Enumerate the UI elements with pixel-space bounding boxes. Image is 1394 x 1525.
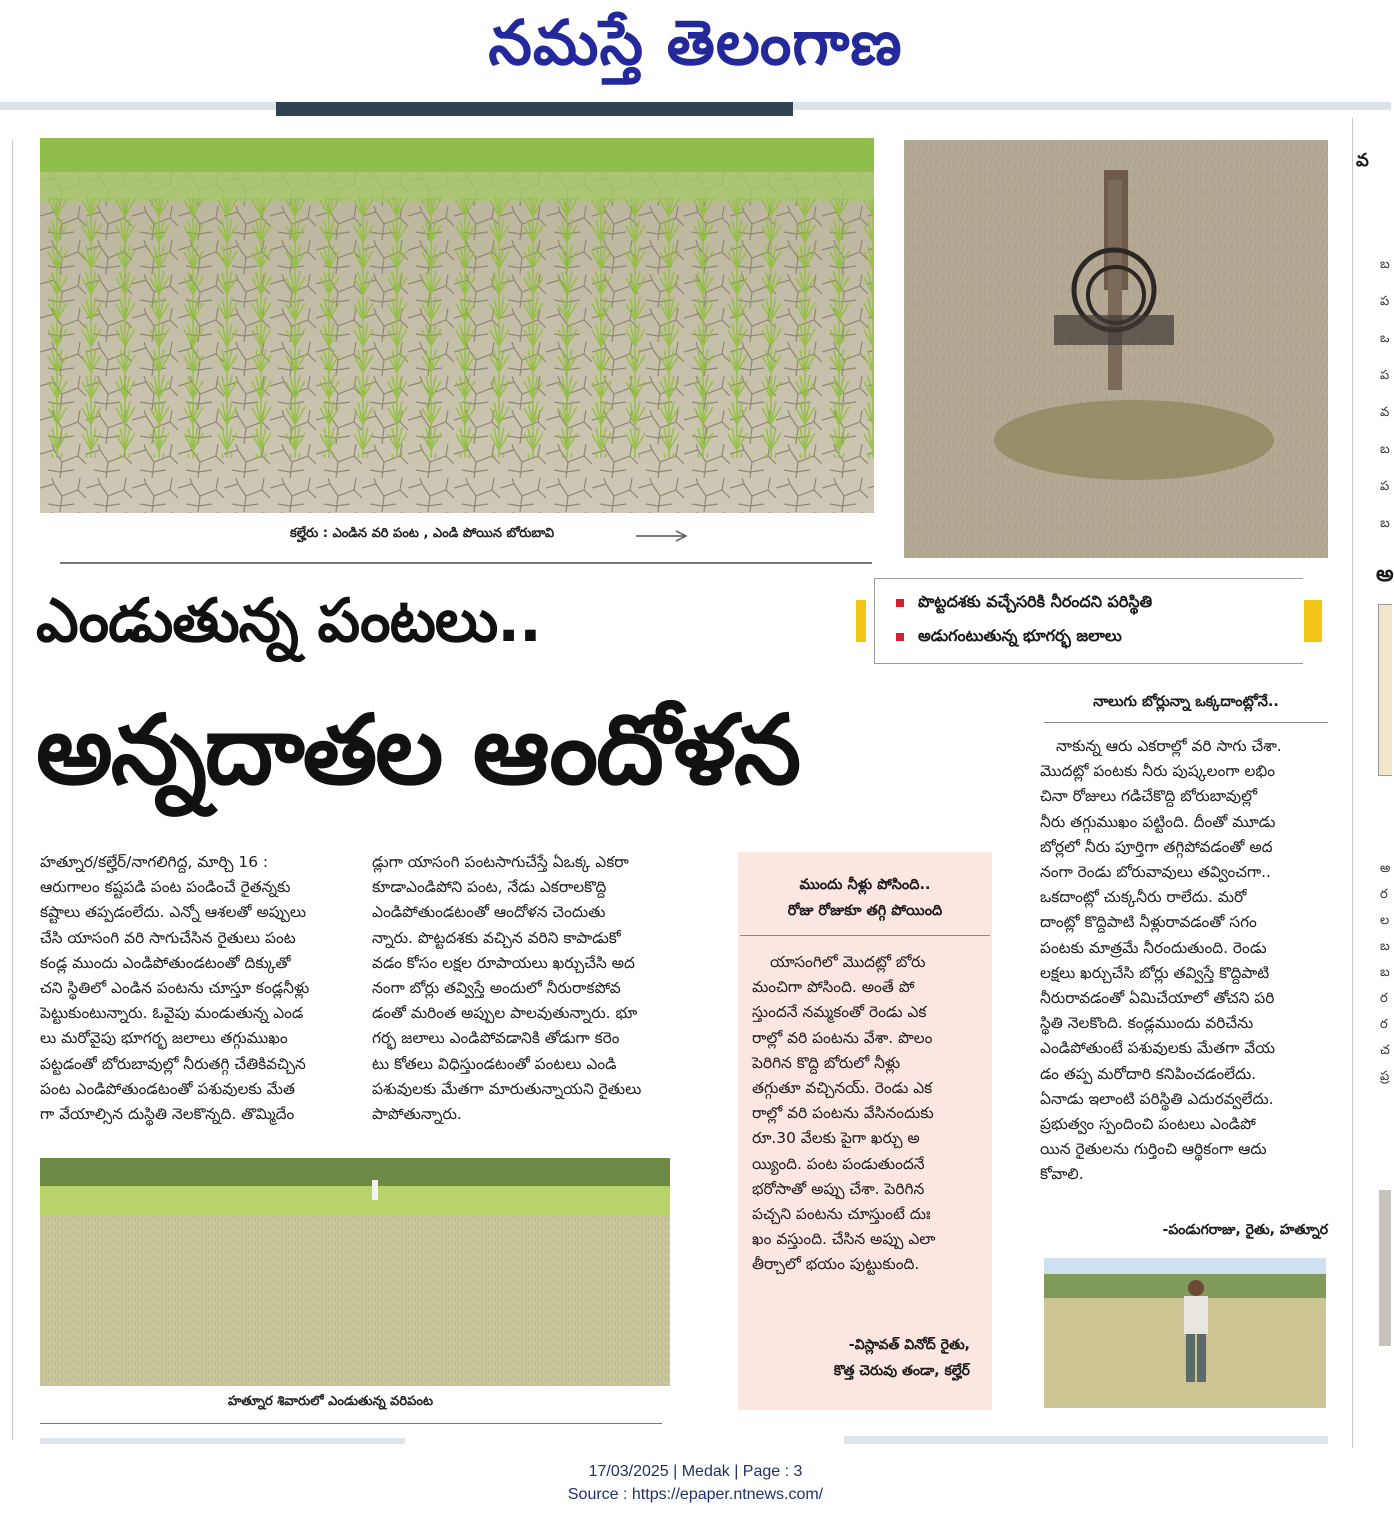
quote-line: స్తుందనే నమ్మకంతో రెండు ఎక xyxy=(752,1003,927,1022)
right-story-line: స్థితి నెలకొంది. కండ్లముందు వరిచేను xyxy=(1040,1014,1254,1033)
edge-glyph: ప xyxy=(1380,479,1390,494)
column-rule-right xyxy=(1352,118,1353,1448)
story-line: చేసి యాసంగి వరి సాగుచేసిన రైతులు పంట xyxy=(40,928,296,947)
story-line: ఆరుగాలం కష్టపడి పంట పండించే రైతన్నకు xyxy=(40,878,291,897)
right-story-line: నీరురావడంతో ఏమిచేయాలో తోచని పరి xyxy=(1040,989,1275,1008)
edge-glyph: ల xyxy=(1380,913,1390,928)
edge-photo xyxy=(1379,1190,1391,1346)
masthead-title: నమస్తే తెలంగాణ xyxy=(488,6,903,79)
quote-box-heading xyxy=(738,872,992,924)
edge-glyph: ర xyxy=(1380,991,1388,1006)
story-line: కూడాఎండిపోని పంట, నేడు ఎకరాలకొద్ది xyxy=(372,878,607,897)
right-story-line: బోర్లలో నీరు పూర్తిగా తగ్గిపోవడంతో అద xyxy=(1040,837,1273,856)
quote-byline-line: కొత్త చెరువు తండా, కల్హేర్ xyxy=(833,1363,970,1379)
story-column-1 xyxy=(40,850,352,1127)
quote-byline xyxy=(752,1332,970,1384)
right-story-line: నాకున్న ఆరు ఎకరాల్లో వరి సాగు చేశా. xyxy=(1056,737,1282,755)
masthead-rule-dark xyxy=(276,102,793,116)
quote-head-line: రోజు రోజుకూ తగ్గి పోయింది xyxy=(787,903,943,919)
photo-caption: హత్నూర శివారులో ఎండుతున్న వరిపంట xyxy=(228,1394,434,1409)
edge-glyph: ప్ర xyxy=(1380,1069,1390,1084)
story-line: వడం కోసం లక్షల రూపాయలు ఖర్చుచేసి అద xyxy=(372,953,635,972)
bottom-strip-left xyxy=(40,1438,405,1444)
story-line: న్నారు. పొట్టదశకు వచ్చిన వరిని కాపాడుకో xyxy=(372,928,621,947)
column-rule-left xyxy=(12,140,13,1440)
highlight-text: పొట్టదశకు వచ్చేసరికి నీరందని పరిస్థితి xyxy=(918,591,1153,611)
story-line: నంగా బోర్లు తవ్విస్తే అందులో నీరురాకపోవ xyxy=(372,979,621,998)
quote-line: తగ్గుతూ వచ్చినయ్. రెండు ఎక xyxy=(752,1079,933,1098)
quote-line: తీర్చాలో భయం పుట్టుకుంది. xyxy=(752,1255,920,1274)
quote-line: య్యింది. పంట పండుతుందనే xyxy=(752,1154,925,1173)
edge-glyph: బ xyxy=(1380,939,1390,954)
story-line: లు మరోవైపు భూగర్భ జలాలు తగ్గుముఖం xyxy=(40,1029,288,1048)
story-line: హత్నూర/కల్హేర్/నాగలిగిద్ద, మార్చి 16 : xyxy=(40,853,269,871)
edge-glyph: చ xyxy=(1380,1043,1390,1058)
story-line: డంతో మరింత అప్పుల పాలవుతున్నారు. భూ xyxy=(372,1004,638,1023)
right-story-line: యిన రైతులను గుర్తించి ఆర్థికంగా ఆదు xyxy=(1040,1140,1267,1159)
edge-glyph: ఒ xyxy=(1380,331,1390,346)
quote-line: రాల్లో వరి పంటను వేసినందుకు xyxy=(752,1104,934,1123)
right-story-heading: నాలుగు బోర్లున్నా ఒక్కదాంట్లోనే.. xyxy=(1093,694,1279,710)
edge-heading-letter: అ xyxy=(1376,562,1394,587)
edge-glyph: అ xyxy=(1380,861,1391,876)
right-story-line: ఎండిపోతుంటే పశువులకు మేతగా వేయ xyxy=(1040,1039,1275,1058)
highlight-text: అడుగంటుతున్న భూగర్భ జలాలు xyxy=(918,625,1122,645)
right-story-line: నంగా రెండు బోరువావులు తవ్వించగా.. xyxy=(1040,863,1271,882)
story-line: డ్లుగా యాసంగి పంటసాగుచేస్తే ఏఒక్క ఎకరా xyxy=(372,853,629,871)
right-story-line: మొదట్లో పంటకు నీరు పుష్కలంగా లభిం xyxy=(1040,762,1276,781)
edge-glyph: ర xyxy=(1380,1017,1388,1032)
edge-glyph: బ xyxy=(1380,965,1390,980)
quote-head-line: ముందు నీళ్లు పోసింది.. xyxy=(799,877,931,893)
right-story-text xyxy=(1040,734,1330,1188)
quote-box-text xyxy=(752,950,974,1278)
right-story-line: ఒకదాంట్లో చుక్కనీరు రాలేదు. మరో xyxy=(1040,888,1247,907)
right-story-rule xyxy=(1044,722,1328,723)
story-column-2 xyxy=(372,850,684,1127)
story-line: కష్టాలు తప్పడంలేదు. ఎన్నో ఆశలతో అప్పులు xyxy=(40,903,307,922)
photo-caption: కల్హేరు : ఎండిన వరి పంట , ఎండి పోయిన బోరుబావి xyxy=(290,526,555,541)
story-line: గా వేయాల్సిన దుస్థితి నెలకొన్నది. తొమ్మిదేం xyxy=(40,1105,295,1124)
photo-drying-field xyxy=(40,1158,670,1386)
footer-source-link[interactable]: Source : https://epaper.ntnews.com/ xyxy=(567,1486,824,1503)
edge-glyph: ప xyxy=(1380,368,1390,383)
quote-line: ఖం వస్తుంది. చేసిన అప్పు ఎలా xyxy=(752,1230,936,1249)
story-line: పశువులకు మేతగా మారుతున్నాయని రైతులు xyxy=(372,1079,642,1098)
right-story-line: డం తప్ప మరోదారి కనిపించడంలేదు. xyxy=(1040,1064,1257,1083)
photo-farmer xyxy=(1044,1258,1326,1408)
right-story-line: పంటకు మాత్రమే నీరందుతుంది. రెండు xyxy=(1040,938,1267,957)
story-line: టు కోతలు విధిస్తుండటంతో పంటలు ఎండి xyxy=(372,1054,617,1073)
right-story-line: లక్షలు ఖర్చుచేసి బోర్లు తవ్విస్తే కొద్దిపాటి xyxy=(1040,963,1270,982)
story-line: చని స్థితిలో ఎండిన పంటను చూస్తూ కండ్లనీళ్లు xyxy=(40,979,310,998)
story-line: ఎండిపోతుండటంతో ఆందోళన చెందుతు xyxy=(372,903,606,922)
right-story-line: దాంట్లో కొద్దిపాటి నీళ్లురావడంతో సగం xyxy=(1040,913,1257,932)
quote-line: రాల్లో వరి పంటను వేశా. పొలం xyxy=(752,1028,933,1047)
bottom-rule xyxy=(40,1423,662,1424)
story-line: పెట్టుకుంటున్నారు. ఓవైపు మండుతున్న ఎండ xyxy=(40,1004,304,1023)
bullet-square-icon xyxy=(896,633,904,641)
edge-photo-frame xyxy=(1378,604,1392,776)
edge-glyph: ప xyxy=(1380,294,1390,309)
edge-glyph: బ xyxy=(1380,516,1390,531)
highlight-accent-right xyxy=(1304,600,1322,642)
right-story-byline: -పండుగరాజు, రైతు, హత్నూర xyxy=(1162,1222,1328,1238)
highlights-list xyxy=(896,586,1296,654)
headline-line-1: ఎండుతున్న పంటలు.. xyxy=(36,586,541,656)
quote-line: పచ్చని పంటను చూస్తుంటే దుః xyxy=(752,1205,931,1224)
bottom-strip-right xyxy=(844,1436,1328,1444)
story-line: పట్టడంతో బోరుబావుల్లో నీరుతగ్గి చేతికివచ్చిన xyxy=(40,1054,306,1073)
edge-heading-glyph: వ xyxy=(1356,150,1369,171)
right-story-line: నీరు తగ్గుముఖం పట్టింది. దీంతో మూడు xyxy=(1040,812,1276,831)
edge-glyph: బ xyxy=(1380,257,1390,272)
headline-line-2: అన్నదాతల ఆందోళన xyxy=(36,694,800,806)
arrow-right-icon xyxy=(636,528,690,547)
highlight-item xyxy=(896,620,1296,654)
quote-line: రూ.30 వేలకు పైగా ఖర్చు అ xyxy=(752,1129,920,1148)
story-line: గర్భ జలాలు ఎండిపోవడానికి తోడుగా కరెం xyxy=(372,1029,620,1048)
highlight-item xyxy=(896,586,1296,620)
quote-byline-line: -విస్లావత్ వినోద్ రైతు, xyxy=(848,1337,970,1353)
edge-glyph: వ xyxy=(1380,405,1390,420)
bullet-square-icon xyxy=(896,599,904,607)
story-line: పాపోతున్నారు. xyxy=(372,1105,462,1124)
right-story-line: ఏనాడు ఇలాంటి పరిస్థితి ఎదురవ్వలేదు. xyxy=(1040,1089,1274,1108)
quote-line: పెరిగిన కొద్ది బోరులో నీళ్లు xyxy=(752,1053,901,1072)
quote-line: భరోసాతో అప్పు చేశా. పెరిగిన xyxy=(752,1179,925,1198)
photo-dry-borewell xyxy=(904,140,1328,558)
footer-date-page: 17/03/2025 | Medak | Page : 3 xyxy=(588,1463,803,1480)
headline-rule xyxy=(60,562,872,564)
right-story-line: చినా రోజులు గడిచేకొద్ది బోరుబావుల్లో xyxy=(1040,787,1257,806)
edge-glyph: బ xyxy=(1380,442,1390,457)
right-story-line: ప్రభుత్వం స్పందించి పంటలు ఎండిపో xyxy=(1040,1115,1256,1134)
edge-column-text xyxy=(1380,246,1391,542)
quote-line: మంచిగా పోసింది. అంతే పో xyxy=(752,978,915,997)
quote-box-rule xyxy=(740,935,990,936)
edge-glyph: ర xyxy=(1380,887,1388,902)
story-line: పంట ఎండిపోతుండటంతో పశువులకు మేత xyxy=(40,1079,295,1098)
highlight-accent-left xyxy=(856,600,866,642)
edge-column-text-2 xyxy=(1380,856,1391,1090)
right-story-line: కోవాలి. xyxy=(1040,1165,1084,1184)
quote-line: యాసంగిలో మొదట్లో బోరు xyxy=(770,953,926,971)
story-line: కండ్ల ముందు ఎండిపోతుండటంతో దిక్కుతో xyxy=(40,953,291,972)
photo-dry-paddy xyxy=(40,138,874,513)
